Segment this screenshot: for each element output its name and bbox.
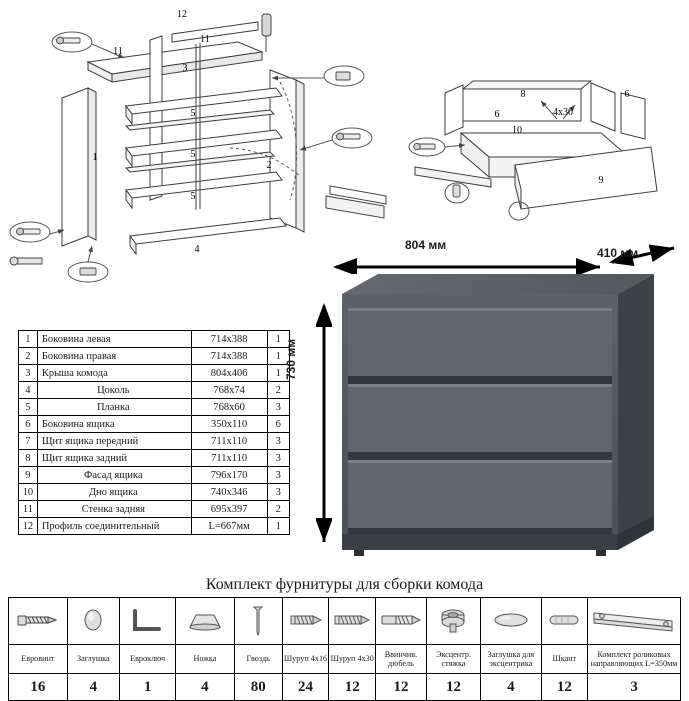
drawer-detail-diagram [405,35,685,225]
table-row: 11 Стенка задняя 695х397 2 [19,501,290,518]
hardware-name: Комплект роликовых направляющих L=350мм [588,645,681,674]
hardware-name: Евровинт [9,645,68,674]
hardware-name: Гвоздь [234,645,282,674]
hardware-name: Эксцентр. стяжка [426,645,480,674]
hardware-count: 1 [119,674,175,701]
height-dimension-label: 730 мм [284,338,298,380]
hardware-count: 12 [329,674,376,701]
hardware-count: 12 [426,674,480,701]
table-row: 2 Боковина правая 714х388 1 [19,348,290,365]
hardware-counts-row [9,674,681,701]
cap-icon [67,598,119,645]
svg-text:1: 1 [92,152,98,163]
nail-icon [234,598,282,645]
parts-list-body [19,331,290,535]
table-row: 6 Боковина ящика 350х110 6 [19,416,290,433]
table-row: 1 Боковина левая 714х388 1 [19,331,290,348]
svg-text:6: 6 [624,89,630,100]
cam-cap-icon [481,598,541,645]
hardware-name: Шкант [541,645,588,674]
cam-lock-icon [426,598,480,645]
dowel-screw-icon [376,598,427,645]
table-row: 9 Фасад ящика 796х170 3 [19,467,290,484]
dresser-photo-with-dimensions [318,272,668,562]
hardware-names-row [9,645,681,674]
svg-text:11: 11 [113,46,123,57]
hardware-count: 3 [588,674,681,701]
hardware-count: 24 [282,674,329,701]
hardware-count: 12 [541,674,588,701]
hardware-name: Заглушка для эксцентрика [481,645,541,674]
depth-dimension-label: 410 мм [597,246,639,260]
hardware-name: Заглушка [67,645,119,674]
table-row: 5 Планка 768х60 3 [19,399,290,416]
drawer-slide-icon [588,598,681,645]
table-row: 7 Щит ящика передний 711х110 3 [19,433,290,450]
table-row: 3 Крыша комода 804х406 1 [19,365,290,382]
hardware-kit-title: Комплект фурнитуры для сборки комода [205,576,484,593]
screw-4x16-icon [282,598,329,645]
hardware-name: Шуруп 4х30 [329,645,376,674]
svg-text:9: 9 [598,175,604,186]
svg-text:6: 6 [494,109,500,120]
hardware-count: 12 [376,674,427,701]
table-row: 12 Профиль соединительный L=667мм 1 [19,518,290,535]
svg-text:5: 5 [190,149,196,160]
svg-text:4х30: 4х30 [553,107,573,118]
screw-4x30-icon [329,598,376,645]
svg-text:5: 5 [190,191,196,202]
allen-key-icon [119,598,175,645]
svg-text:10: 10 [512,125,522,136]
hardware-count: 16 [9,674,68,701]
wooden-dowel-icon [541,598,588,645]
svg-text:4: 4 [194,244,200,255]
exploded-view-diagram [0,0,410,300]
hardware-name: Евроключ [119,645,175,674]
hardware-count: 4 [481,674,541,701]
hardware-count: 4 [176,674,234,701]
hardware-count: 80 [234,674,282,701]
height-dimension [316,300,332,548]
svg-text:3: 3 [182,63,188,74]
width-dimension-label: 804 мм [405,238,447,252]
foot-icon [176,598,234,645]
parts-list-table [18,330,290,535]
hardware-name: Ввинчив. дюбель [376,645,427,674]
hardware-name: Шуруп 4х16 [282,645,329,674]
hardware-icons-row [9,598,681,645]
svg-text:11: 11 [200,34,210,45]
hardware-name: Ножка [176,645,234,674]
euro-screw-icon [9,598,68,645]
table-row: 8 Щит ящика задний 711х110 3 [19,450,290,467]
svg-text:5: 5 [190,108,196,119]
width-dimension [330,258,606,274]
table-row: 10 Дно ящика 740х346 3 [19,484,290,501]
svg-text:12: 12 [177,9,187,20]
hardware-kit-table [8,597,681,701]
hardware-count: 4 [67,674,119,701]
table-row: 4 Цоколь 768х74 2 [19,382,290,399]
svg-text:8: 8 [520,89,526,100]
svg-text:2: 2 [266,160,272,171]
